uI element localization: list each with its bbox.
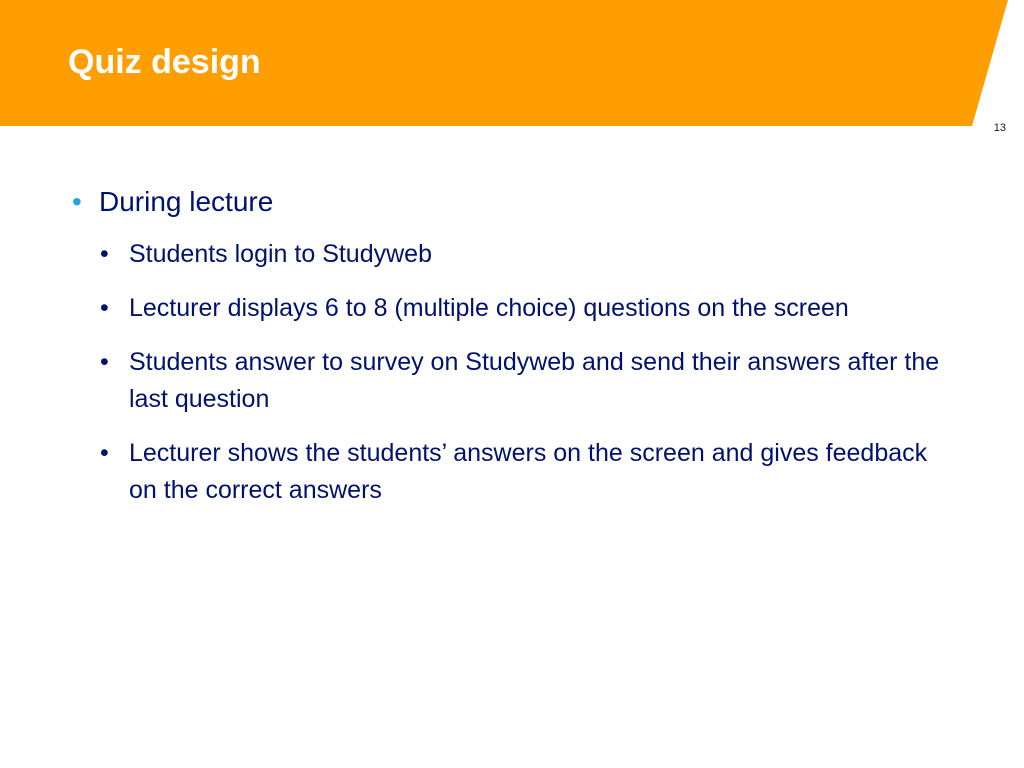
slide-number: 13 xyxy=(993,122,1006,134)
list-item xyxy=(100,344,940,418)
bullet-during-lecture xyxy=(72,184,273,220)
bullet-label: During lecture xyxy=(99,186,274,217)
slide-title: Quiz design xyxy=(68,43,261,81)
bullet-dot-icon: • xyxy=(100,348,109,376)
list-item-text: Students answer to survey on Studyweb and send their answers after the last question xyxy=(129,348,940,413)
sub-bullet-list xyxy=(100,236,940,526)
bullet-dot-icon: • xyxy=(100,439,109,467)
list-item xyxy=(100,290,940,327)
list-item-text: Lecturer shows the students’ answers on the screen and gives feedback on the correct answers xyxy=(129,439,928,504)
list-item xyxy=(100,236,940,273)
list-item xyxy=(100,435,940,509)
bullet-dot-icon: • xyxy=(100,294,109,322)
list-item-text: Students login to Studyweb xyxy=(129,240,432,268)
bullet-dot-icon: • xyxy=(100,240,109,268)
bullet-dot-icon: • xyxy=(72,186,82,217)
list-item-text: Lecturer displays 6 to 8 (multiple choice) questions on the screen xyxy=(129,294,849,322)
